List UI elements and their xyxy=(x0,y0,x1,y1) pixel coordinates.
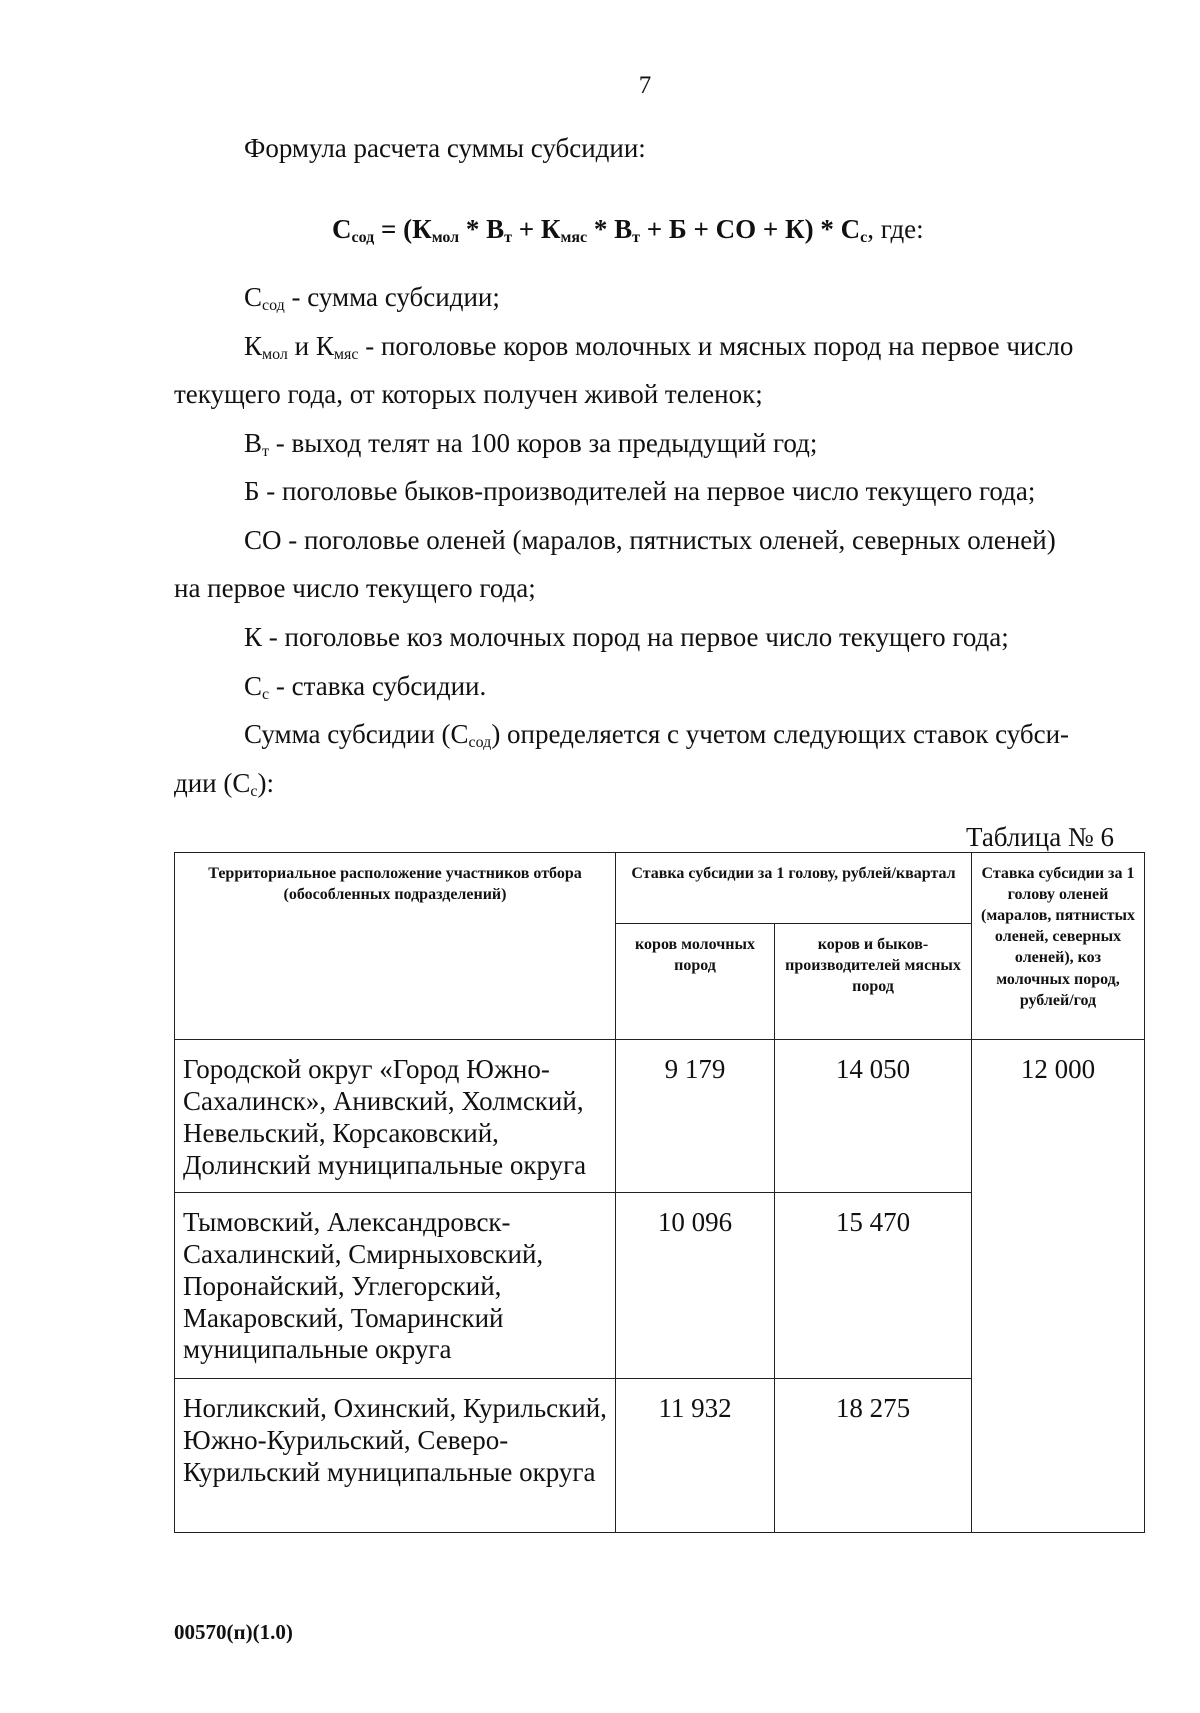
summary-text: Сумма субсидии (С xyxy=(244,719,469,749)
def-sub: мяс xyxy=(333,346,359,363)
def-sub: мол xyxy=(262,346,288,363)
def-text: - поголовье коров молочных и мясных пород на первое число xyxy=(358,331,1074,361)
formula-part: К xyxy=(412,214,432,244)
summary-text: ) определяется с учетом следующих ставок субси- xyxy=(491,719,1070,749)
formula-sub: мяс xyxy=(560,229,588,246)
definition-co-cont: на первое число текущего года; xyxy=(174,573,536,603)
def-symbol: С xyxy=(244,282,263,312)
summary-text: дии (С xyxy=(174,768,251,798)
territory-cell: Ногликский, Охинский, Курильский, Южно-Курильский, Северо-Курильский муниципальные округа xyxy=(175,1379,616,1533)
header-beef: коров и быков-производителей мясных пород xyxy=(775,924,972,1040)
dairy-rate-cell: 9 179 xyxy=(616,1040,775,1193)
dairy-rate-cell: 11 932 xyxy=(616,1379,775,1533)
def-symbol: К xyxy=(244,331,263,361)
formula-part: , где: xyxy=(867,214,924,244)
header-rate-quarter: Ставка субсидии за 1 голову, рублей/квартал xyxy=(616,853,972,924)
formula-sub: т xyxy=(504,229,513,246)
table-label: Таблица № 6 xyxy=(966,822,1114,852)
document-code: 00570(п)(1.0) xyxy=(174,1620,293,1644)
formula-part: + К xyxy=(512,214,561,244)
formula-part: * В xyxy=(587,214,633,244)
header-dairy: коров молочных пород xyxy=(616,924,775,1040)
formula-sub: с xyxy=(860,229,868,246)
summary-sub: с xyxy=(250,783,258,800)
dairy-rate-cell: 10 096 xyxy=(616,1193,775,1379)
table-row xyxy=(175,1040,1145,1193)
formula-sub: сод xyxy=(351,229,375,246)
definition-vt xyxy=(244,427,817,461)
formula-part: = ( xyxy=(374,214,413,244)
formula xyxy=(332,213,924,247)
annual-rate-cell: 12 000 xyxy=(972,1040,1145,1533)
summary-text: ): xyxy=(257,768,274,798)
territory-cell: Городской округ «Город Южно-Сахалинск», Анивский, Холмский, Невельский, Корсаковский, Долинский муниципальные округа xyxy=(175,1040,616,1193)
summary-line-1 xyxy=(244,718,1069,752)
definition-csod xyxy=(244,281,500,315)
beef-rate-cell: 18 275 xyxy=(775,1379,972,1533)
subsidy-rates-table xyxy=(174,852,1145,1533)
formula-part: С xyxy=(332,214,352,244)
def-sub: т xyxy=(262,443,270,460)
definition-kmol-cont: текущего года, от которых получен живой теленок; xyxy=(174,379,763,409)
definition-co: СО - поголовье оленей (маралов, пятнистых оленей, северных оленей) xyxy=(244,525,1056,555)
def-sub: сод xyxy=(262,297,285,314)
definition-cc xyxy=(244,670,486,704)
formula-sub: т xyxy=(632,229,641,246)
formula-part: * В xyxy=(459,214,505,244)
beef-rate-cell: 15 470 xyxy=(775,1193,972,1379)
page-number: 7 xyxy=(638,72,652,99)
formula-sub: мол xyxy=(431,229,460,246)
def-text: - выход телят на 100 коров за предыдущий год; xyxy=(269,428,818,458)
definition-kmol xyxy=(244,330,1073,364)
territory-cell: Тымовский, Александровск-Сахалинский, Смирныховский, Поронайский, Углегорский, Макаровский, Томаринский муниципальные округа xyxy=(175,1193,616,1379)
beef-rate-cell: 14 050 xyxy=(775,1040,972,1193)
summary-line-2 xyxy=(174,767,274,801)
formula-part: + Б + СО + К) * С xyxy=(640,214,861,244)
definition-b: Б - поголовье быков-производителей на первое число текущего года; xyxy=(244,476,1036,506)
def-sub: с xyxy=(262,686,270,703)
header-rate-year: Ставка субсидии за 1 голову оленей (маралов, пятнистых оленей, северных оленей), коз молочных пород, рублей/год xyxy=(972,853,1145,1040)
def-symbol: и К xyxy=(287,331,334,361)
heading: Формула расчета суммы субсидии: xyxy=(244,133,646,163)
summary-sub: сод xyxy=(468,734,492,751)
def-text: - ставка субсидии. xyxy=(269,671,487,701)
header-territory: Территориальное расположение участников отбора (обособленных подразделений) xyxy=(175,853,616,1040)
header-row xyxy=(175,853,1145,924)
def-symbol: В xyxy=(244,428,263,458)
definition-k: К - поголовье коз молочных пород на первое число текущего года; xyxy=(244,622,1009,652)
def-text: - сумма субсидии; xyxy=(284,282,500,312)
def-symbol: С xyxy=(244,671,263,701)
